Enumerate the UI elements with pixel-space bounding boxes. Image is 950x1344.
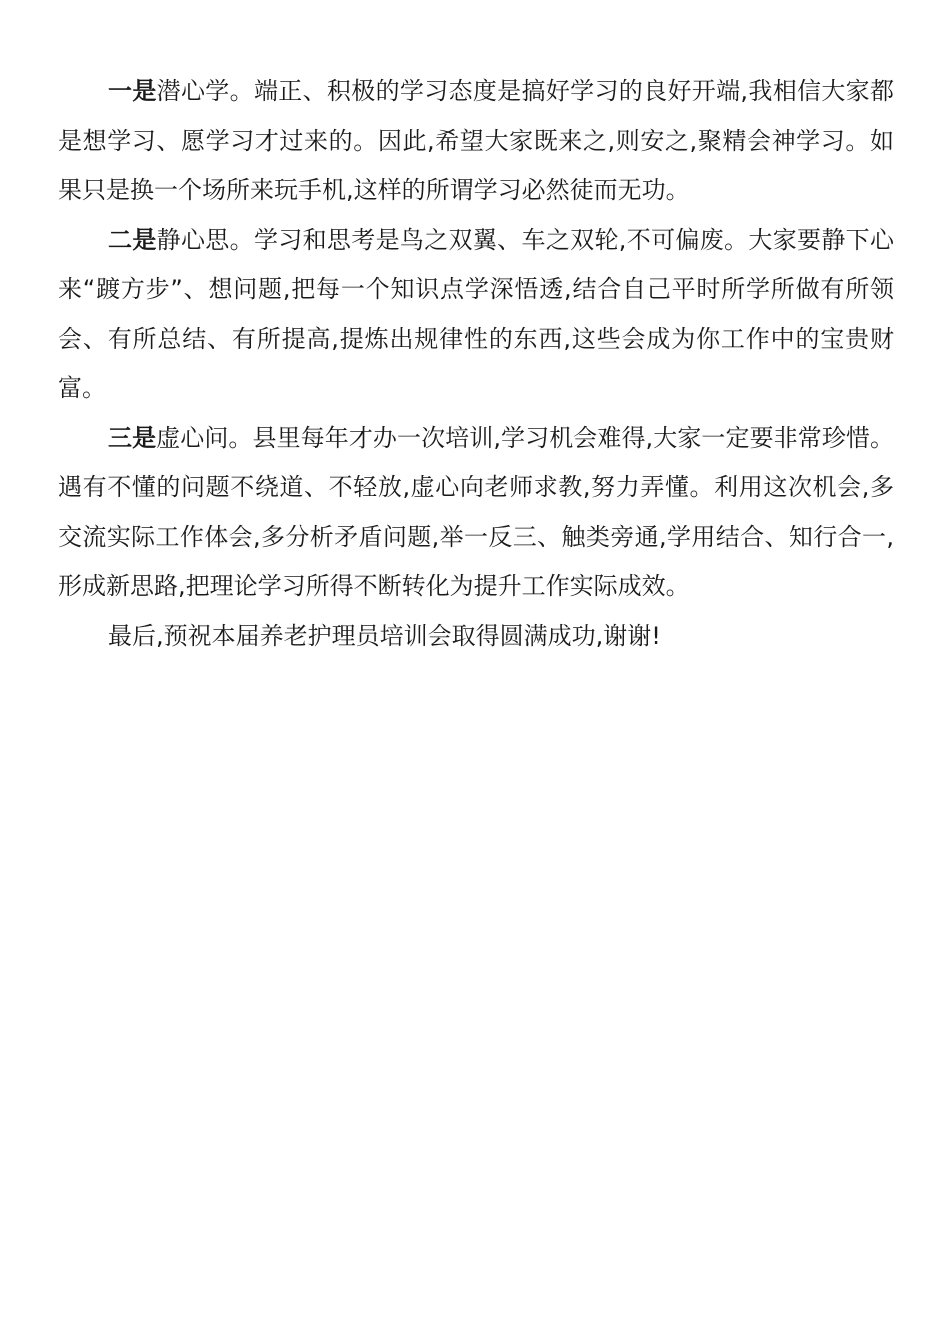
- paragraph-lead-label: 三是: [108, 423, 157, 452]
- closing-text: 最后,预祝本届养老护理员培训会取得圆满成功,谢谢!: [108, 621, 661, 650]
- paragraph-first-point: [58, 67, 894, 216]
- paragraph-body: 虚心问。县里每年才办一次培训,学习机会难得,大家一定要非常珍惜。遇有不懂的问题不绕道、不轻放,虚心向老师求教,努力弄懂。利用这次机会,多交流实际工作体会,多分析矛盾问题,举一反三、触类旁通,学用结合、知行合一,形成新思路,把理论学习所得不断转化为提升工作实际成效。: [58, 423, 894, 600]
- paragraph-second-point: [58, 216, 894, 414]
- paragraph-lead-label: 二是: [108, 225, 157, 254]
- document-page: [58, 67, 894, 661]
- paragraph-third-point: [58, 414, 894, 612]
- closing-paragraph: [58, 612, 894, 662]
- paragraph-body: 静心思。学习和思考是鸟之双翼、车之双轮,不可偏废。大家要静下心来“踱方步”、想问题,把每一个知识点学深悟透,结合自己平时所学所做有所领会、有所总结、有所提高,提炼出规律性的东西,这些会成为你工作中的宝贵财富。: [58, 225, 894, 402]
- paragraph-body: 潜心学。端正、积极的学习态度是搞好学习的良好开端,我相信大家都是想学习、愿学习才过来的。因此,希望大家既来之,则安之,聚精会神学习。如果只是换一个场所来玩手机,这样的所谓学习必然徒而无功。: [58, 77, 894, 204]
- paragraph-lead-label: 一是: [108, 77, 157, 105]
